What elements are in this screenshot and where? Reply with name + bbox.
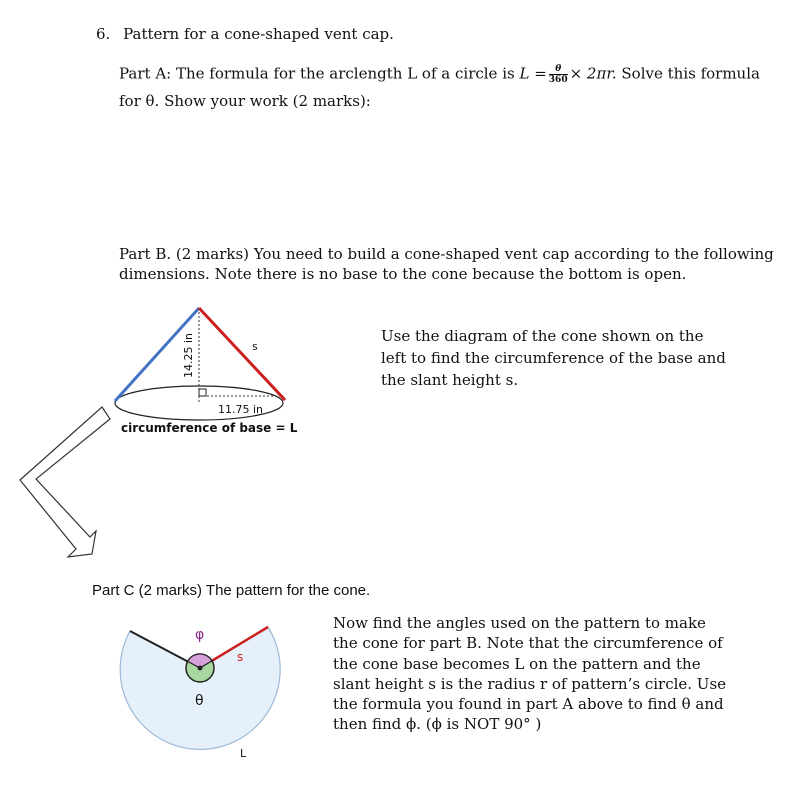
part-a-text-before: Part A: The formula for the arclength L of a circle is	[119, 64, 515, 83]
cone-height-label: 14.25 in	[182, 332, 195, 378]
pattern-center-dot	[198, 666, 203, 671]
part-b-line2: dimensions. Note there is no base to the cone because the bottom is open.	[119, 265, 687, 283]
part-c-instruction-line: then find ϕ. (ϕ is NOT 90° )	[333, 715, 542, 734]
part-a-line2: for θ. Show your work (2 marks):	[119, 92, 371, 110]
theta-label: θ	[195, 693, 204, 709]
part-a-frac-den: 360	[548, 75, 568, 85]
question-title-text: Pattern for a cone-shaped vent cap.	[123, 25, 394, 43]
pattern-diagram	[110, 605, 300, 765]
phi-label: φ	[195, 627, 205, 643]
cone-diagram	[110, 300, 300, 440]
pattern-l-label: L	[240, 747, 247, 760]
part-b-line1: Part B. (2 marks) You need to build a cone-shaped vent cap according to the following	[119, 245, 774, 263]
part-b-instructions	[381, 325, 726, 391]
cone-caption: circumference of base = L	[121, 421, 298, 435]
part-c-instruction-line: Now find the angles used on the pattern to make	[333, 614, 706, 632]
part-a-text-after: Solve this formula	[621, 64, 760, 83]
question-number: 6.	[96, 25, 111, 43]
part-c-instruction-line: slant height s is the radius r of pattern’s circle. Use	[333, 674, 727, 693]
part-b-instruction-line: Use the diagram of the cone shown on the	[381, 327, 704, 345]
part-c-instruction-line: the cone base becomes L on the pattern and the	[333, 654, 701, 673]
part-c-instruction-line: the cone for part B. Note that the circumference of	[333, 634, 723, 653]
part-a-formula-lhs: L =	[519, 64, 547, 83]
part-b-instruction-line: left to find the circumference of the base and	[381, 349, 726, 367]
bent-arrow-icon	[10, 400, 120, 570]
part-c-instruction-line: the formula you found in part A above to find θ and	[333, 695, 724, 714]
part-a-line1	[119, 64, 760, 85]
question-title	[96, 25, 394, 43]
pattern-s-label: s	[237, 650, 244, 664]
part-c-label: Part C (2 marks) The pattern for the cone.	[92, 582, 371, 599]
pattern-sector	[120, 627, 280, 749]
cone-radius-label: 11.75 in	[218, 403, 264, 416]
part-a-frac-num: θ	[549, 64, 568, 75]
part-a-fraction	[549, 64, 568, 85]
part-b-instruction-line: the slant height s.	[381, 371, 519, 389]
part-a-formula-rhs: × 2πr.	[569, 64, 617, 83]
right-angle-marker	[199, 389, 206, 396]
cone-slant-label: s	[252, 340, 258, 353]
part-c-instructions	[333, 613, 726, 735]
